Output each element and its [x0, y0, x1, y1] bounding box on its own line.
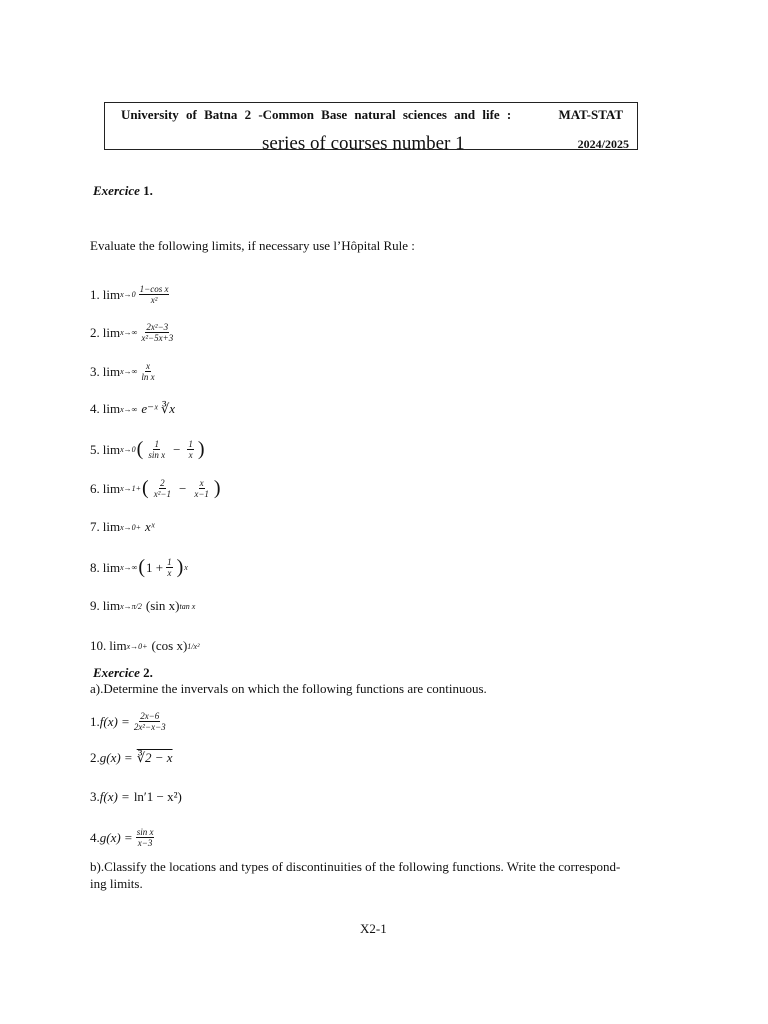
fraction: $\frac{1}{x}$: [167, 557, 172, 578]
header-box: [104, 102, 638, 154]
limit-item-5: 5. lim x→0 ( $\frac{1}{\text{sin x}}$ − $\frac{1}{x}$ ): [90, 438, 205, 460]
part-b-instruction-line2: ing limits.: [90, 876, 143, 891]
fraction: $\frac{1}{x}$: [188, 439, 193, 460]
limit-item-7: 7. lim x→0+ xˣ: [90, 519, 155, 534]
fraction: $\frac{2}{\text{x²−1}}$: [153, 478, 171, 499]
exercise1-instruction: Evaluate the following limits, if necessary use l’Hôpital Rule :: [90, 238, 415, 253]
part-a-instruction: a).Determine the invervals on which the following functions are continuous.: [90, 681, 487, 696]
fraction: $\frac{\text{1−cos x}}{\text{x²}}$: [139, 284, 169, 305]
fraction: $\frac{x}{\text{ln x}}$: [141, 361, 155, 382]
limit-item-8: 8. lim x→∞ ( 1 + $\frac{1}{x}$ ) x: [90, 556, 188, 578]
function-item-1: 1. f(x) = $\frac{2x-6}{\text{2x²−x−3}}$: [90, 711, 166, 732]
academic-year: 2024/2025: [577, 137, 629, 151]
fraction: $\frac{2x-6}{\text{2x²−x−3}}$: [133, 711, 166, 732]
fraction: $\frac{\text{sin x}}{x-3}$: [136, 827, 154, 848]
page-number: X2-1: [360, 921, 387, 936]
limit-item-2: 2. lim x→∞ $\frac{\text{2x²−3}}{\text{x²−5x+3}}$: [90, 322, 174, 343]
function-item-2: 2. g(x) = ∛2 − x: [90, 750, 173, 765]
limit-item-3: 3. lim x→∞ $\frac{x}{\text{ln x}}$: [90, 361, 155, 382]
function-item-4: 4. g(x) = $\frac{\text{sin x}}{x-3}$: [90, 827, 154, 848]
limit-item-10: 10. lim x→0+ (cos x) 1/x²: [90, 638, 200, 653]
limit-item-6: 6. lim x→1+ ( $\frac{2}{\text{x²−1}}$ − $\frac{x}{x-1}$ ): [90, 477, 221, 499]
limit-item-1: 1. lim x→0 $\frac{\text{1−cos x}}{\text{x²}}$: [90, 284, 169, 305]
series-title: series of courses number 1: [262, 133, 465, 154]
fraction: $\frac{\text{2x²−3}}{\text{x²−5x+3}}$: [141, 322, 174, 343]
limit-item-9: 9. lim x→π/2 (sin x) tan x: [90, 598, 196, 613]
subject-label: MAT-STAT: [558, 107, 623, 122]
function-item-3: 3. f(x) = ln′1 − x²): [90, 789, 182, 804]
exercise1-title: Exercice 1.: [93, 183, 153, 198]
fraction: $\frac{x}{x-1}$: [194, 478, 209, 499]
part-b-instruction-line1: b).Classify the locations and types of discontinuities of the following functions. Write the correspond-: [90, 859, 621, 874]
exercise2-title: Exercice 2.: [93, 665, 153, 680]
limit-item-4: 4. lim x→∞ e⁻ˣ ∛x: [90, 401, 175, 416]
fraction: $\frac{1}{\text{sin x}}$: [148, 439, 166, 460]
university-line: University of Batna 2 -Common Base natural sciences and life :: [121, 107, 512, 122]
